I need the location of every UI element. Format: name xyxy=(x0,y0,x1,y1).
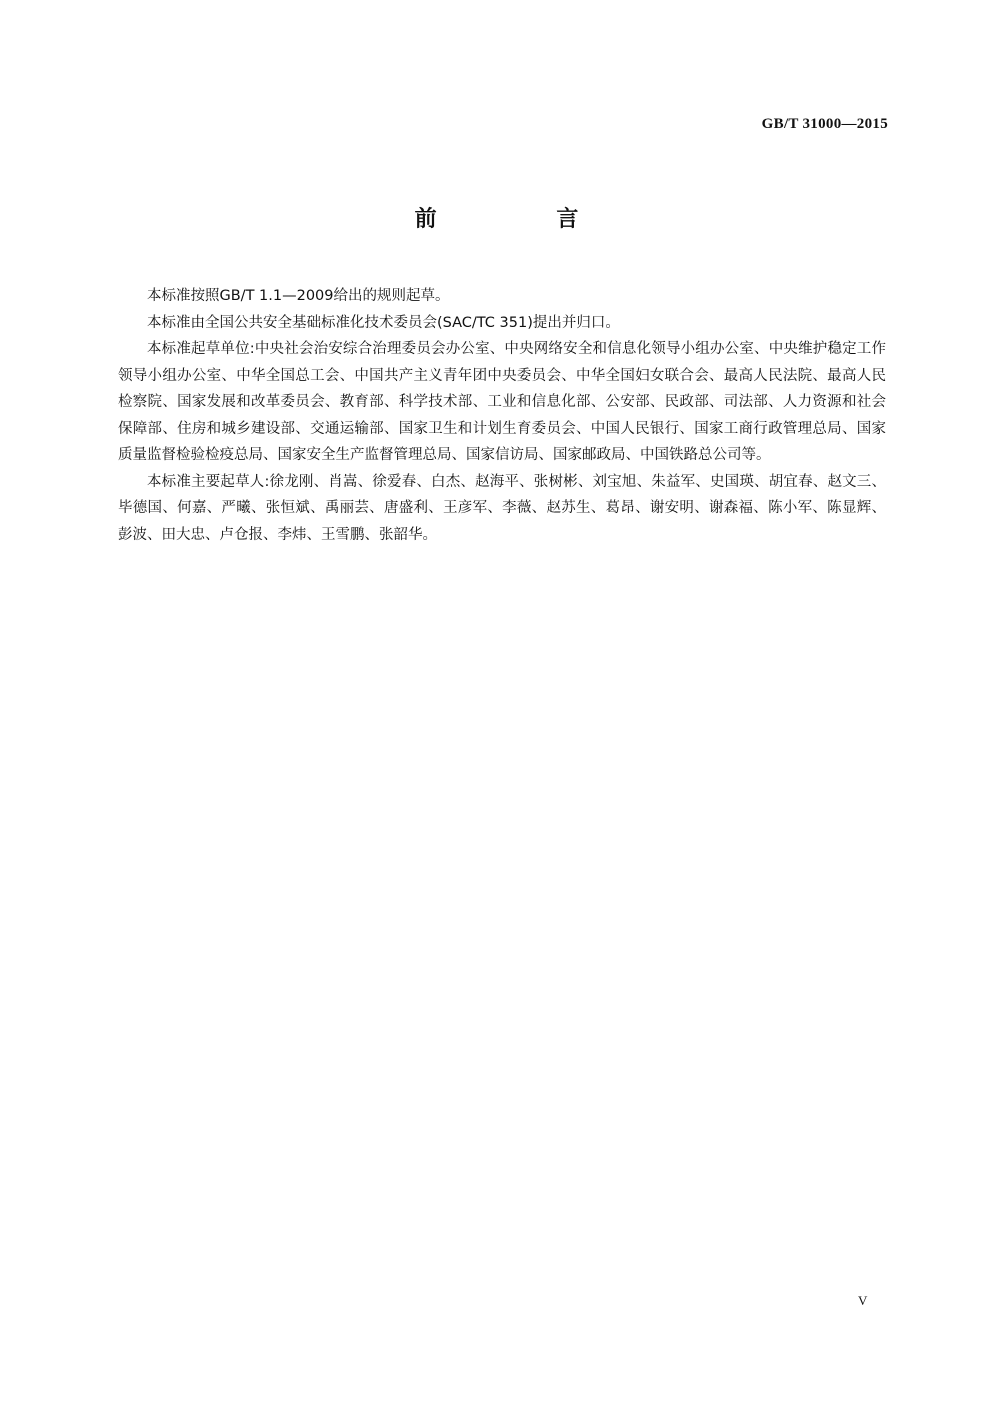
body-text xyxy=(118,283,886,548)
standard-code: GB/T 31000—2015 xyxy=(761,116,888,132)
page-title: 前 言 xyxy=(414,207,635,232)
paragraph-drafters: 本标准主要起草人:徐龙刚、肖嵩、徐爱春、白杰、赵海平、张树彬、刘宝旭、朱益军、史国瑛、胡宜春、赵文三、毕德国、何嘉、严曦、张恒斌、禹丽芸、唐盛利、王彦军、李薇、赵苏生、葛昂、谢安明、谢森福、陈小军、陈显辉、彭波、田大忠、卢仓报、李炜、王雪鹏、张韶华。 xyxy=(118,473,886,543)
paragraph-proposer: 本标准由全国公共安全基础标准化技术委员会(SAC/TC 351)提出并归口。 xyxy=(147,314,620,331)
page-number: V xyxy=(858,1293,868,1308)
paragraph-drafting-units: 本标准起草单位:中央社会治安综合治理委员会办公室、中央网络安全和信息化领导小组办公室、中央维护稳定工作领导小组办公室、中华全国总工会、中国共产主义青年团中央委员会、中华全国妇女联合会、最高人民法院、最高人民检察院、国家发展和改革委员会、教育部、科学技术部、工业和信息化部、公安部、民政部、司法部、人力资源和社会保障部、住房和城乡建设部、交通运输部、国家卫生和计划生育委员会、中国人民银行、国家工商行政管理总局、国家质量监督检验检疫总局、国家安全生产监督管理总局、国家信访局、国家邮政局、中国铁路总公司等。 xyxy=(118,341,886,463)
paragraph-drafting-rules: 本标准按照GB/T 1.1—2009给出的规则起草。 xyxy=(147,288,450,304)
